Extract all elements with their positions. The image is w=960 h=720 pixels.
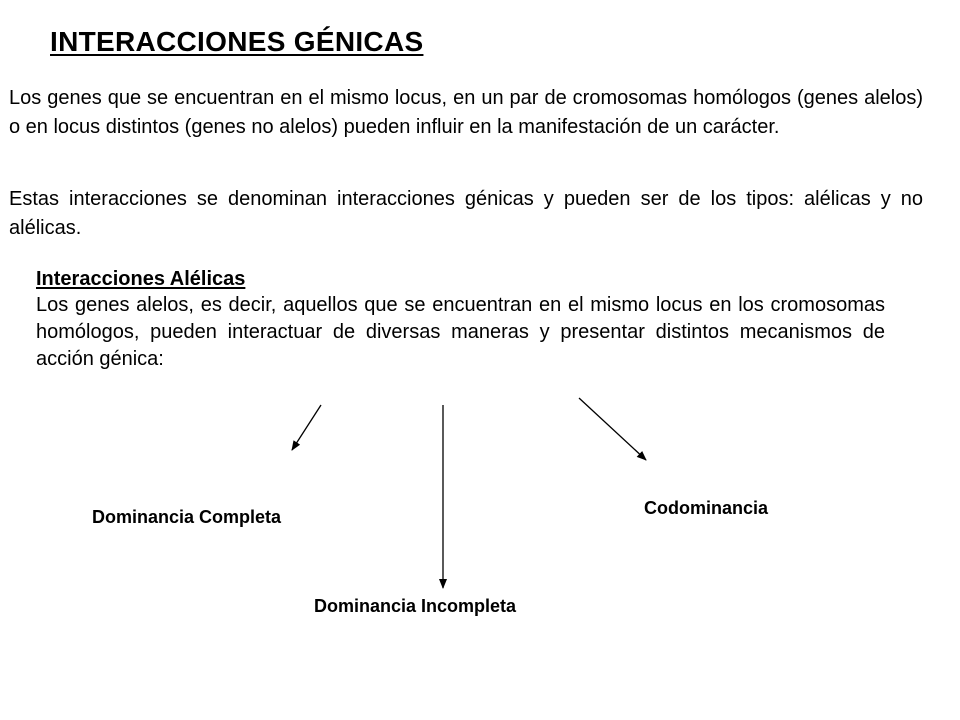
label-codominancia: Codominancia <box>644 498 769 518</box>
allelic-interactions-text: Los genes alelos, es decir, aquellos que se encuentran en el mismo locus en los cromosomas homólogos, pueden interactuar de diversas maneras y presentar distintos mecanismos de acción génica: <box>36 294 885 370</box>
page-title: INTERACCIONES GÉNICAS <box>50 26 424 57</box>
arrow-to-codominancia <box>579 398 646 460</box>
allelic-interactions-heading: Interacciones Alélicas <box>36 268 246 290</box>
label-dominancia-incompleta: Dominancia Incompleta <box>314 596 517 616</box>
arrow-to-dominancia-completa <box>292 405 321 450</box>
intro-paragraph-2: Estas interacciones se denominan interacciones génicas y pueden ser de los tipos: alélicas y no alélicas. <box>9 188 923 239</box>
allelic-interactions-section <box>36 266 885 373</box>
intro-paragraph-1: Los genes que se encuentran en el mismo locus, en un par de cromosomas homólogos (genes alelos) o en locus distintos (genes no alelos) pueden influir en la manifestación de un carácter. <box>9 87 923 138</box>
label-dominancia-completa: Dominancia Completa <box>92 507 282 527</box>
